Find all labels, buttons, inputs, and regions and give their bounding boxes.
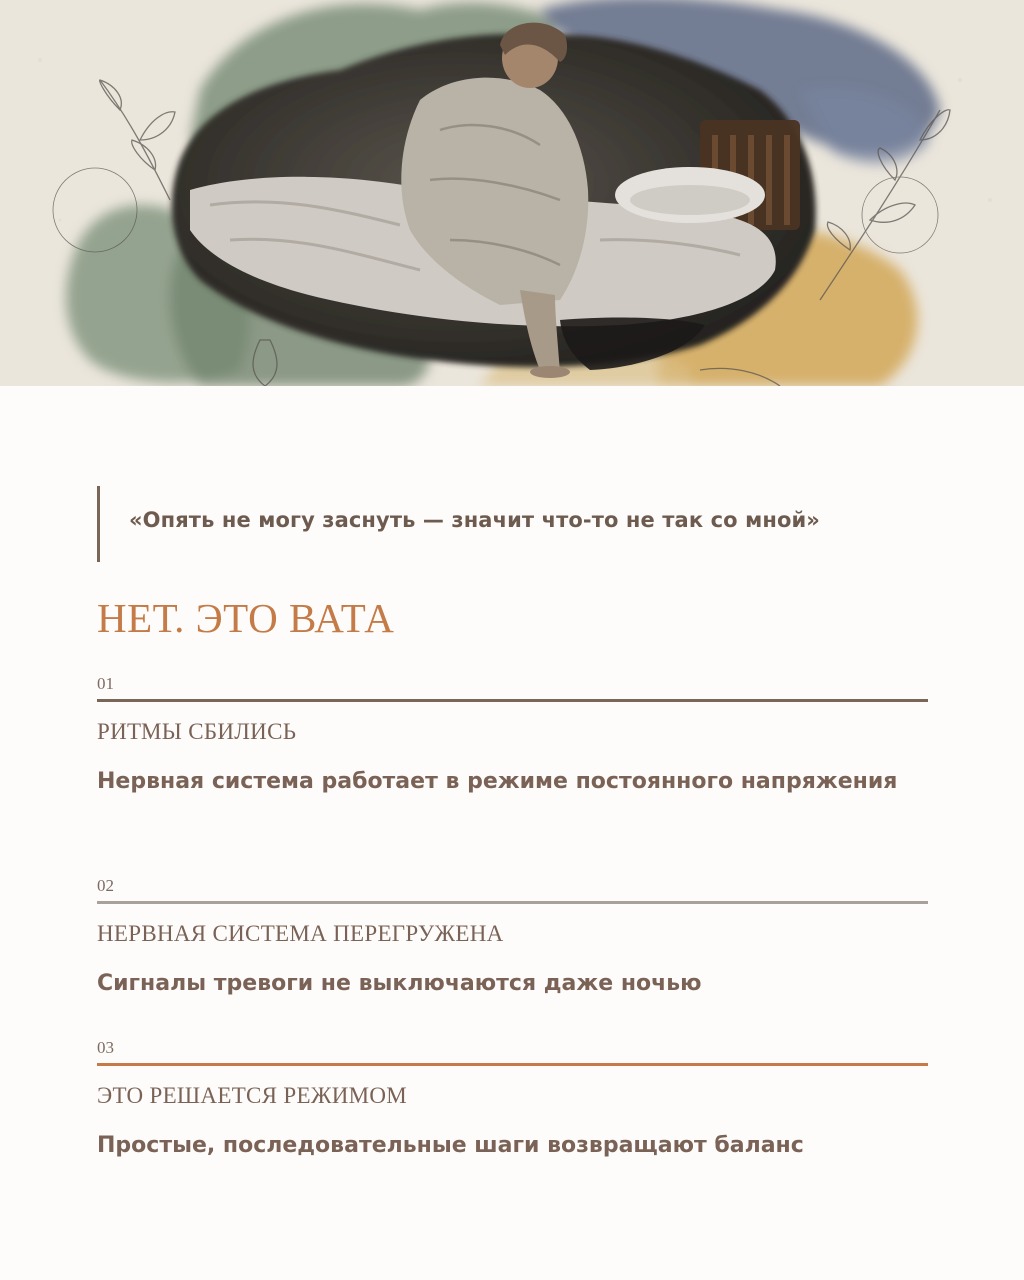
item-divider bbox=[97, 901, 928, 904]
item-title: ЭТО РЕШАЕТСЯ РЕЖИМОМ bbox=[97, 1083, 408, 1108]
item-title: РИТМЫ СБИЛИСЬ bbox=[97, 719, 297, 744]
item-description: Нервная система работает в режиме постоянного напряжения bbox=[97, 769, 898, 794]
item-divider bbox=[97, 1063, 928, 1066]
hero-illustration bbox=[0, 0, 1024, 386]
item-title: НЕРВНАЯ СИСТЕМА ПЕРЕГРУЖЕНА bbox=[97, 921, 504, 946]
item-number: 02 bbox=[97, 876, 114, 895]
main-heading: НЕТ. ЭТО ВАТА bbox=[97, 595, 395, 641]
quote-text: «Опять не могу заснуть — значит что-то не так со мной» bbox=[129, 508, 820, 532]
item-description: Простые, последовательные шаги возвращают баланс bbox=[97, 1133, 804, 1158]
watercolor-bed-scene bbox=[0, 0, 1024, 386]
item-description: Сигналы тревоги не выключаются даже ночью bbox=[97, 971, 702, 996]
item-number: 03 bbox=[97, 1038, 114, 1057]
item-divider bbox=[97, 699, 928, 702]
item-number: 01 bbox=[97, 674, 114, 693]
quote-block bbox=[97, 486, 937, 562]
